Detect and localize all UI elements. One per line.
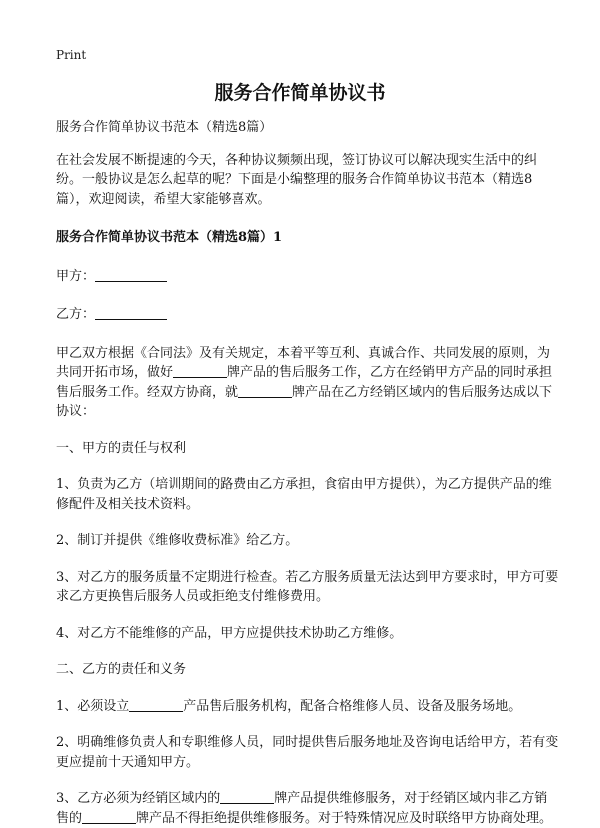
section1-item-4: 4、对乙方不能维修的产品，甲方应提供技术协助乙方维修。 <box>56 625 403 641</box>
service-blank <box>129 697 183 712</box>
party-a-line <box>56 267 560 287</box>
section1-item-3: 3、对乙方的服务质量不定期进行检查。若乙方服务质量无法达到甲方要求时，甲方可要求乙方更换售后服务人员或拒绝支付维修费用。 <box>56 569 559 604</box>
region-brand-blank <box>220 789 274 804</box>
section1-item-2: 2、制订并提供《维修收费标准》给乙方。 <box>56 533 299 548</box>
section2-item-1 <box>56 697 560 717</box>
brand-blank-2 <box>238 383 292 398</box>
brand-blank-1 <box>173 363 227 378</box>
party-b-blank <box>95 305 167 320</box>
document-subtitle: 服务合作简单协议书范本（精选8篇） <box>56 120 273 135</box>
party-a-blank <box>95 267 167 282</box>
section2-title: 二、乙方的责任和义务 <box>56 662 187 677</box>
s2-item1-text-1: 1、必须设立 <box>56 698 130 714</box>
section-heading: 服务合作简单协议书范本（精选8篇）1 <box>56 230 283 245</box>
party-b-label: 乙方： <box>56 307 96 322</box>
intro-paragraph: 在社会发展不断提速的今天，各种协议频频出现，签订协议可以解决现实生活中的纠纷。一般协议是怎么起草的呢？下面是小编整理的服务合作简单协议书范本（精选8篇），欢迎阅读，希望大家能够喜欢。 <box>56 152 538 207</box>
section1-title: 一、甲方的责任与权利 <box>56 440 187 456</box>
preamble-text-2: 牌产品的售后服务工作，乙方在经销甲方产品的同时承担售后服务工作。经双方协商，就 <box>56 365 553 400</box>
preamble-text-3: 牌产品在乙方经销区域内的售后服务达成以下协议： <box>56 384 553 419</box>
section2-item-2: 2、明确维修负责人和专职维修人员，同时提供售后服务地址及咨询电话给甲方，若有变更应提前十天通知甲方。 <box>56 735 559 770</box>
s2-item3-text-1: 3、乙方必须为经销区域内的 <box>56 791 221 806</box>
document-body <box>56 118 560 828</box>
party-a-label: 甲方： <box>56 268 96 284</box>
preamble-text-1: 甲乙双方根据《合同法》及有关规定，本着平等互利、真诚合作、共同发展的原则，为共同开拓市场，做好 <box>56 345 551 380</box>
document-title: 服务合作简单协议书 <box>214 82 386 104</box>
party-b-line <box>56 305 560 325</box>
preamble-paragraph <box>56 344 560 422</box>
print-link[interactable]: Print <box>56 48 87 62</box>
non-sold-brand-blank <box>82 809 136 824</box>
s2-item3-text-2: 牌产品提供维修服务，对于经销区域内非乙方销售的 <box>56 791 548 826</box>
s2-item1-text-2: 产品售后服务机构，配备合格维修人员、设备及服务场地。 <box>183 698 522 714</box>
section2-item-3 <box>56 789 560 828</box>
s2-item3-text-3: 牌产品不得拒绝提供维修服务。对于特殊情况应及时联络甲方协商处理。 <box>136 810 553 826</box>
section1-item-1: 1、负责为乙方（培训期间的路费由乙方承担，食宿由甲方提供），为乙方提供产品的维修配件及相关技术资料。 <box>56 477 552 512</box>
